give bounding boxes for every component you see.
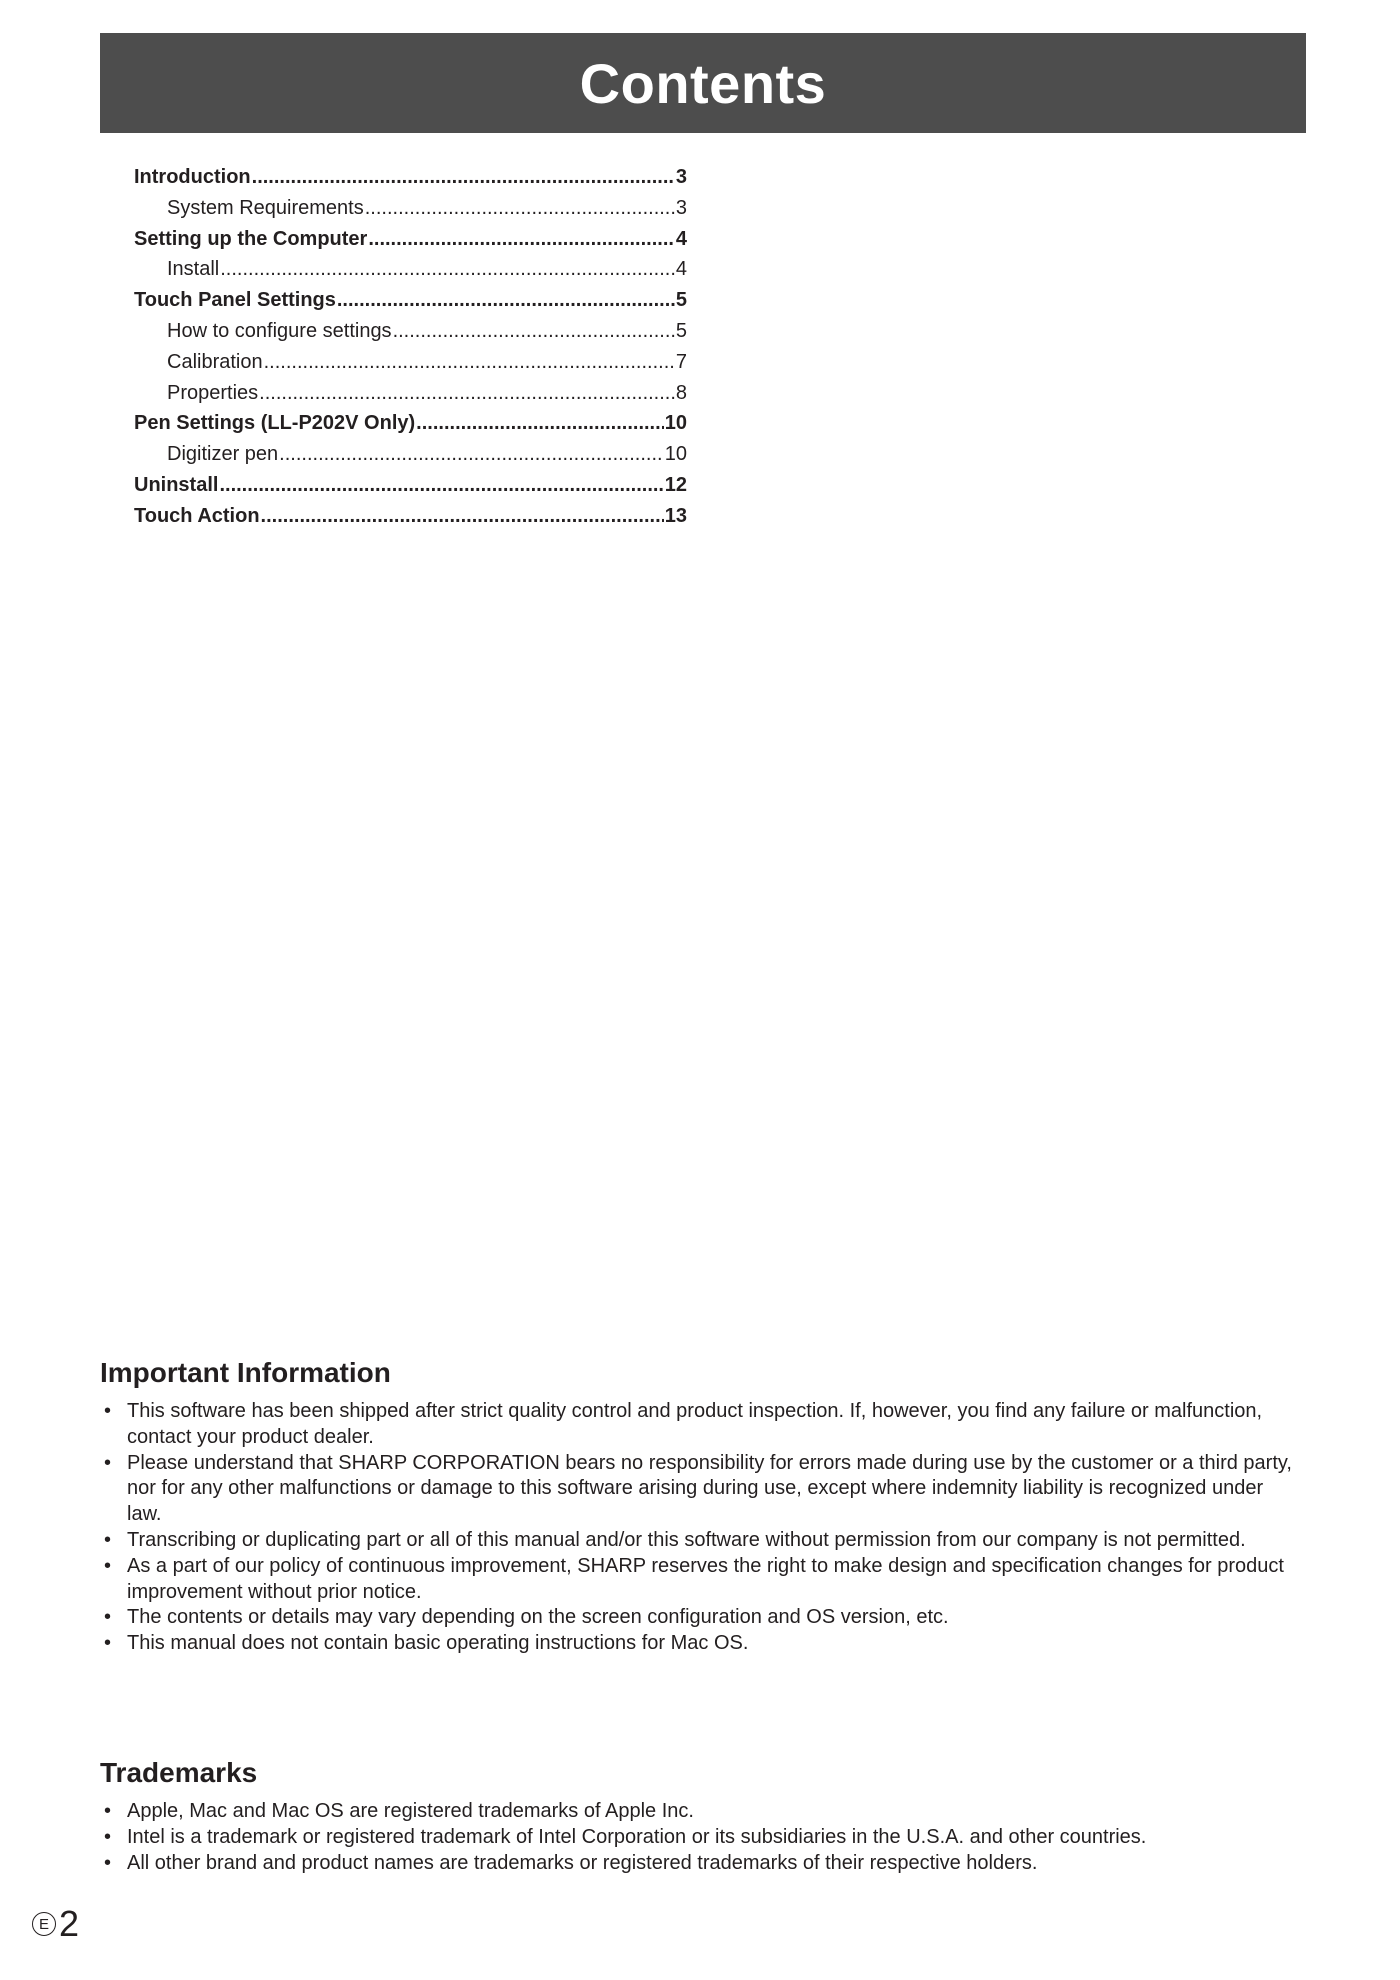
list-item-text: This software has been shipped after strict quality control and product inspection. If, however, you find any failure or malfunction, contact your product dealer. [127,1400,1263,1448]
list-item [100,1631,1300,1657]
bullet-icon: • [104,1851,112,1874]
toc-entry-setting-up-computer[interactable] [134,224,687,255]
toc-entry-calibration[interactable] [134,347,687,378]
toc-entry-page: 7 [675,350,687,373]
toc-entry-system-requirements[interactable] [134,193,687,224]
toc-entry-page: 4 [675,258,687,281]
toc-entry-touch-panel-settings[interactable] [134,285,687,316]
toc-entry-page: 3 [675,196,687,219]
language-badge-icon: E [32,1912,56,1936]
trademarks-section [100,1755,1300,1876]
toc-entry-introduction[interactable] [134,162,687,193]
toc-entry-label: Pen Settings (LL-P202V Only) [134,412,416,435]
table-of-contents [134,162,687,532]
toc-entry-install[interactable] [134,254,687,285]
toc-entry-label: Calibration [167,350,263,373]
toc-entry-label: How to configure settings [167,319,392,342]
toc-entry-pen-settings[interactable] [134,408,687,439]
list-item [100,1825,1300,1851]
toc-entry-page: 13 [664,504,687,527]
page-number-footer [32,1904,79,1944]
toc-entry-touch-action[interactable] [134,501,687,532]
list-item [100,1451,1300,1528]
toc-leader-dots [219,470,663,501]
toc-leader-dots [416,408,664,439]
list-item-text: As a part of our policy of continuous improvement, SHARP reserves the right to make design and specification changes for product improvement without prior notice. [127,1554,1284,1603]
toc-entry-page: 8 [675,381,687,404]
toc-leader-dots [365,193,675,224]
toc-entry-label: Setting up the Computer [134,227,368,250]
list-item-text: Please understand that SHARP CORPORATION bears no responsibility for errors made during use by the customer or a third party, nor for any other malfunctions or damage to this software arising during use, except where indemnity liability is recognized under law. [127,1451,1292,1526]
toc-entry-label: Touch Action [134,504,260,527]
toc-leader-dots [264,347,675,378]
toc-entry-page: 4 [675,227,687,250]
toc-entry-page: 5 [675,289,687,312]
toc-entry-page: 10 [664,443,687,466]
bullet-icon: • [104,1800,112,1822]
list-item-text: All other brand and product names are trademarks or registered trademarks of their respective holders. [127,1851,1038,1874]
toc-leader-dots [279,439,664,470]
toc-entry-page: 12 [664,473,687,496]
contents-header-bar [100,33,1306,133]
toc-entry-digitizer-pen[interactable] [134,439,687,470]
toc-entry-uninstall[interactable] [134,470,687,501]
toc-leader-dots [368,224,675,255]
bullet-icon: • [104,1632,112,1655]
list-item [100,1399,1300,1451]
toc-leader-dots [252,162,675,193]
list-item [100,1528,1300,1554]
bullet-icon: • [104,1554,112,1577]
toc-entry-label: System Requirements [167,196,364,219]
list-item-text: This manual does not contain basic operating instructions for Mac OS. [127,1632,749,1655]
bullet-icon: • [104,1606,112,1629]
toc-entry-page: 5 [675,319,687,342]
toc-entry-label: Properties [167,381,259,404]
bullet-list [100,1799,1300,1876]
toc-leader-dots [220,254,675,285]
bullet-icon: • [104,1451,112,1474]
toc-leader-dots [337,285,675,316]
list-item [100,1799,1300,1825]
section-heading: Trademarks [100,1757,258,1788]
page-title: Contents [579,51,827,115]
toc-entry-label: Touch Panel Settings [134,289,336,312]
page-number: 2 [59,1903,80,1944]
bullet-icon: • [104,1528,112,1551]
toc-entry-page: 10 [664,412,687,435]
list-item-text: Transcribing or duplicating part or all of this manual and/or this software without permission from our company is not permitted. [127,1528,1246,1551]
section-heading: Important Information [100,1357,391,1388]
toc-entry-page: 3 [675,166,687,188]
bullet-list [100,1399,1300,1657]
toc-entry-label: Introduction [134,166,251,188]
bullet-icon: • [104,1400,112,1422]
list-item-text: Intel is a trademark or registered trademark of Intel Corporation or its subsidiaries in the U.S.A. and other countries. [127,1825,1147,1848]
toc-entry-label: Install [167,258,220,281]
list-item [100,1554,1300,1606]
toc-entry-label: Uninstall [134,473,219,496]
list-item-text: The contents or details may vary depending on the screen configuration and OS version, etc. [127,1606,949,1629]
toc-leader-dots [393,316,675,347]
list-item [100,1605,1300,1631]
toc-entry-how-to-configure[interactable] [134,316,687,347]
toc-entry-label: Digitizer pen [167,443,279,466]
important-information-section [100,1355,1300,1657]
toc-entry-properties[interactable] [134,378,687,409]
list-item-text: Apple, Mac and Mac OS are registered trademarks of Apple Inc. [127,1800,694,1822]
toc-leader-dots [259,378,675,409]
list-item [100,1851,1300,1877]
bullet-icon: • [104,1825,112,1848]
toc-leader-dots [261,501,664,532]
